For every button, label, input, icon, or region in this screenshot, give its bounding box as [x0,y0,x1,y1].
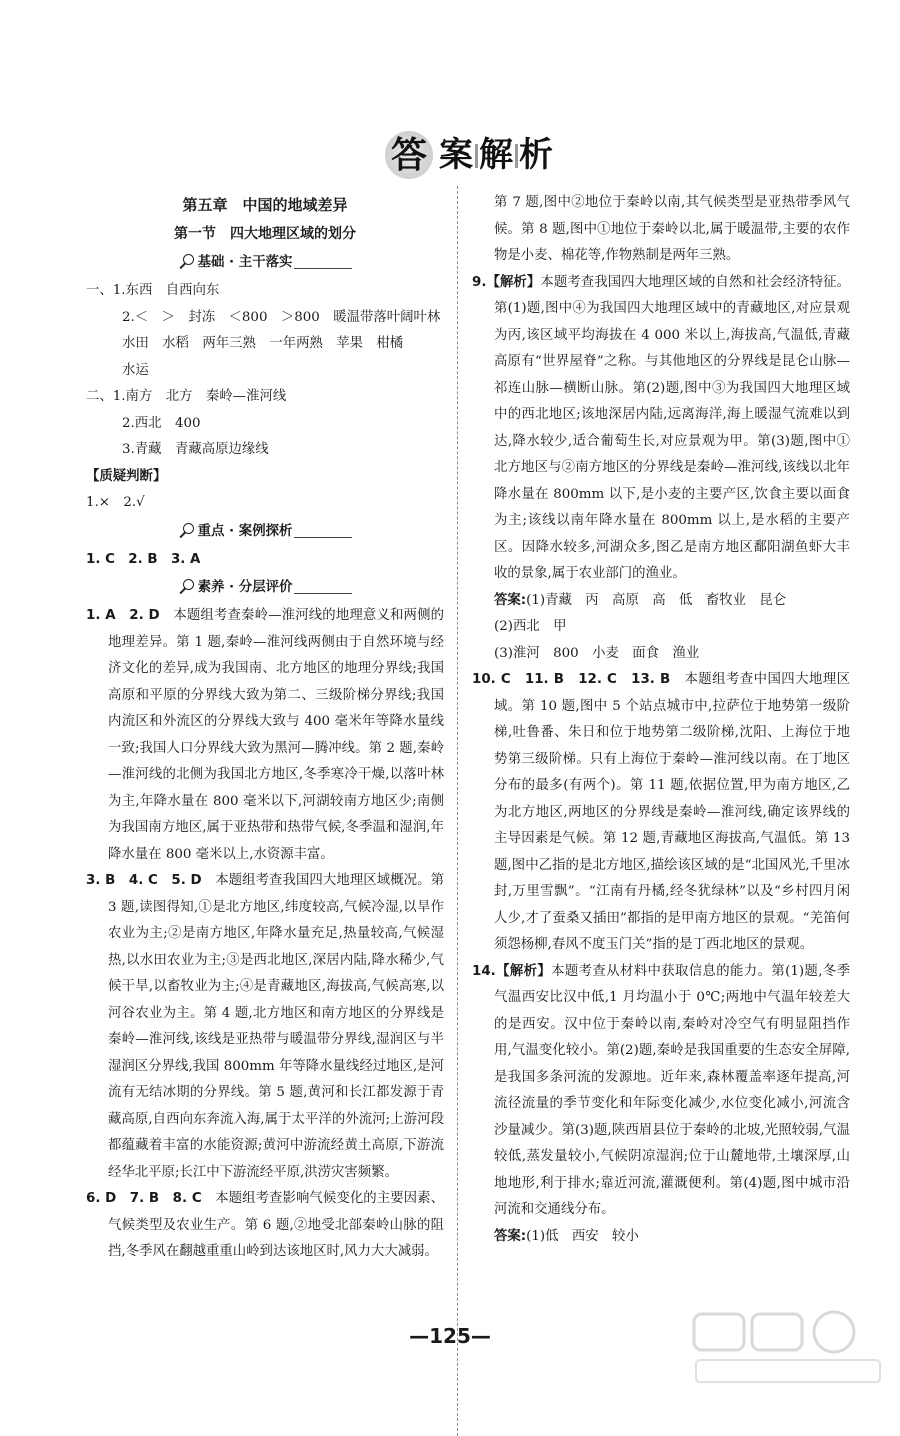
banner-char-4: 析 [519,135,553,175]
answer-line: 二、1.南方 北方 秦岭—淮河线 [86,389,287,404]
section-title: 第一节 四大地理区域的划分 [174,226,356,242]
watermark-logo [688,1310,888,1386]
answer-analysis-banner [355,128,553,184]
explanation-q1-2: 1. A 2. D 本题组考查秦岭—淮河线的地理意义和两侧的地理差异。第 1 题,秦岭—淮河线两侧由于自然环境与经济文化的差异,成为我国南、北方地区的地理分界线;我国高原和平原的分界线大致为第二、三级阶梯分界线;我国内流区和外流区的分界线大致与 400 毫米年等降水量线一致;我国人口分界线大致为黑河—腾冲线。第 2 题,秦岭—淮河线的北侧为我国北方地区,冬季寒冷干燥,以落叶林为主,年降水量在 800 毫米以下,河湖较南方地区少;南侧为我国南方地区,属于亚热带和热带气候,冬季温和湿润,年降水量在 800 毫米以上,水资源丰富。 [86,608,444,862]
magnifier-icon [178,523,196,537]
answer-line: 水运 [122,362,149,378]
banner-char-2: 案 [439,135,473,175]
answer-q9-2: (2)西北 甲 [494,619,567,634]
page-number: —125— [409,1324,491,1348]
answer-line: 2.西北 400 [122,415,201,431]
right-column [472,190,850,1250]
explanation-q3-5: 3. B 4. C 5. D 本题组考查我国四大地理区域概况。第 3 题,读图得知,①是北方地区,纬度较高,气候冷湿,以旱作农业为主;②是南方地区,年降水量充足,热量较高,气候湿热,以水田农业为主;③是西北地区,深居内陆,降水稀少,气候干旱,以畜牧业为主;④是青藏地区,海拔高,气候高寒,以河谷农业为主。第 4 题,北方地区和南方地区的分界线是秦岭—淮河线,该线是亚热带与暖温带分界线,湿润区与半湿润区分界线,我国 800mm 年等降水量线经过地区,是河流有无结冰期的分界线。第 5 题,黄河和长江都发源于青藏高原,自西向东奔流入海,属于太平洋的外流河;上游河段都蕴藏着丰富的水能资源;黄河中游流经黄土高原,下游流经华北平原;长江中下游流经平原,洪涝灾害频繁。 [86,873,444,1180]
left-column [86,190,444,1266]
section-header-evaluation: 素养 · 分层评价 [86,573,444,603]
answer-line: 一、1.东西 自西向东 [86,283,220,298]
explanation-q10-13: 10. C 11. B 12. C 13. B 本题组考查中国四大地理区域。第 10 题,图中 5 个站点城市中,拉萨位于地势第一级阶梯,吐鲁番、朱日和位于地势第二级阶梯,沈阳、上海位于地势第三级阶梯。只有上海位于秦岭—淮河线以南。在丁地区分布的最多(有两个)。第 11 题,依据位置,甲为南方地区,乙为北方地区,两地区的分界线是秦岭—淮河线,确定该界线的主导因素是气候。第 12 题,青藏地区海拔高,气温低。第 13 题,图中乙指的是北方地区,描绘该区域的是“北国风光,千里冰封,万里雪飘”。“江南有丹橘,经冬犹绿林”以及“乡村四月闲人少,才了蚕桑又插田”都指的是甲南方地区的景观。“羌笛何须怨杨柳,春风不度玉门关”指的是丁西北地区的景观。 [472,672,851,952]
magnifier-icon [178,254,196,268]
answer-line: 2.＜ ＞ 封冻 ＜800 ＞800 暖温带落叶阔叶林 [122,309,441,325]
banner-char-3: 解 [479,135,513,175]
banner-char-1: 答 [385,131,433,179]
column-divider [457,186,458,1436]
answer-q14: 答案:(1)低 西安 较小 [494,1228,639,1244]
true-false-answers: 1.× 2.√ [86,495,145,510]
answer-line: 3.青藏 青藏高原边缘线 [122,442,269,457]
answer-line: 水田 水稻 两年三熟 一年两熟 苹果 柑橘 [122,336,404,351]
section-header-basics: 基础 · 主干落实 [86,248,444,278]
explanation-q6-8-continued: 第 7 题,图中②地位于秦岭以南,其气候类型是亚热带季风气候。第 8 题,图中①地位于秦岭以北,属于暖温带,主要的农作物是小麦、棉花等,作物熟制是两年三熟。 [494,195,850,263]
answer-q9-3: (3)淮河 800 小麦 面食 渔业 [494,645,700,661]
true-false-heading: 【质疑判断】 [86,468,167,484]
explanation-q14: 14.【解析】本题考查从材料中获取信息的能力。第(1)题,冬季气温西安比汉中低,1 月均温小于 0℃;两地中气温年较差大的是西安。汉中位于秦岭以南,秦岭对冷空气有明显阻挡作用,气温变化较小。第(2)题,秦岭是我国重要的生态安全屏障,是我国多条河流的发源地。近年来,森林覆盖率逐年提高,河流径流量的季节变化和年际变化减少,水位变化减小,河流含沙量减少。第(3)题,陕西眉县位于秦岭的北坡,光照较弱,气温较低,蒸发量较小,气候阴凉湿润;位于山麓地带,土壤深厚,山地地形,利于排水;靠近河流,灌溉便利。第(4)题,图中城市沿河流和交通线分布。 [472,963,850,1217]
answer-q9-1: 答案:(1)青藏 丙 高原 高 低 畜牧业 昆仑 [494,592,787,608]
case-answers: 1. C 2. B 3. A [86,551,201,567]
chapter-title: 第五章 中国的地域差异 [182,196,348,214]
section-header-cases: 重点 · 案例探析 [86,517,444,547]
explanation-q6-8: 6. D 7. B 8. C 本题组考查影响气候变化的主要因素、气候类型及农业生产。第 6 题,②地受北部秦岭山脉的阻挡,冬季风在翻越重重山岭到达该地区时,风力大大减弱。 [86,1191,444,1259]
explanation-q9: 9.【解析】本题考查我国四大地理区域的自然和社会经济特征。第(1)题,图中④为我国四大地理区域中的青藏地区,对应景观为丙,该区域平均海拔在 4 000 米以上,海拔高,气温低,青藏高原有“世界屋脊”之称。与其他地区的分界线是昆仑山脉—祁连山脉—横断山脉。第(2)题,图中③为我国四大地理区域中的西北地区;该地深居内陆,远离海洋,海上暖湿气流难以到达,降水较少,适合葡萄生长,对应景观为甲。第(3)题,图中①北方地区与②南方地区的分界线是秦岭—淮河线,该线以北年降水量在 800mm 以下,是小麦的主要产区,饮食主要以面食为主;该线以南年降水量在 800mm 以上,是水稻的主要产区。因降水较多,河湖众多,图乙是南方地区鄱阳湖鱼虾大丰收的景象,属于农业部门的渔业。 [472,274,851,581]
magnifier-icon [178,579,196,593]
